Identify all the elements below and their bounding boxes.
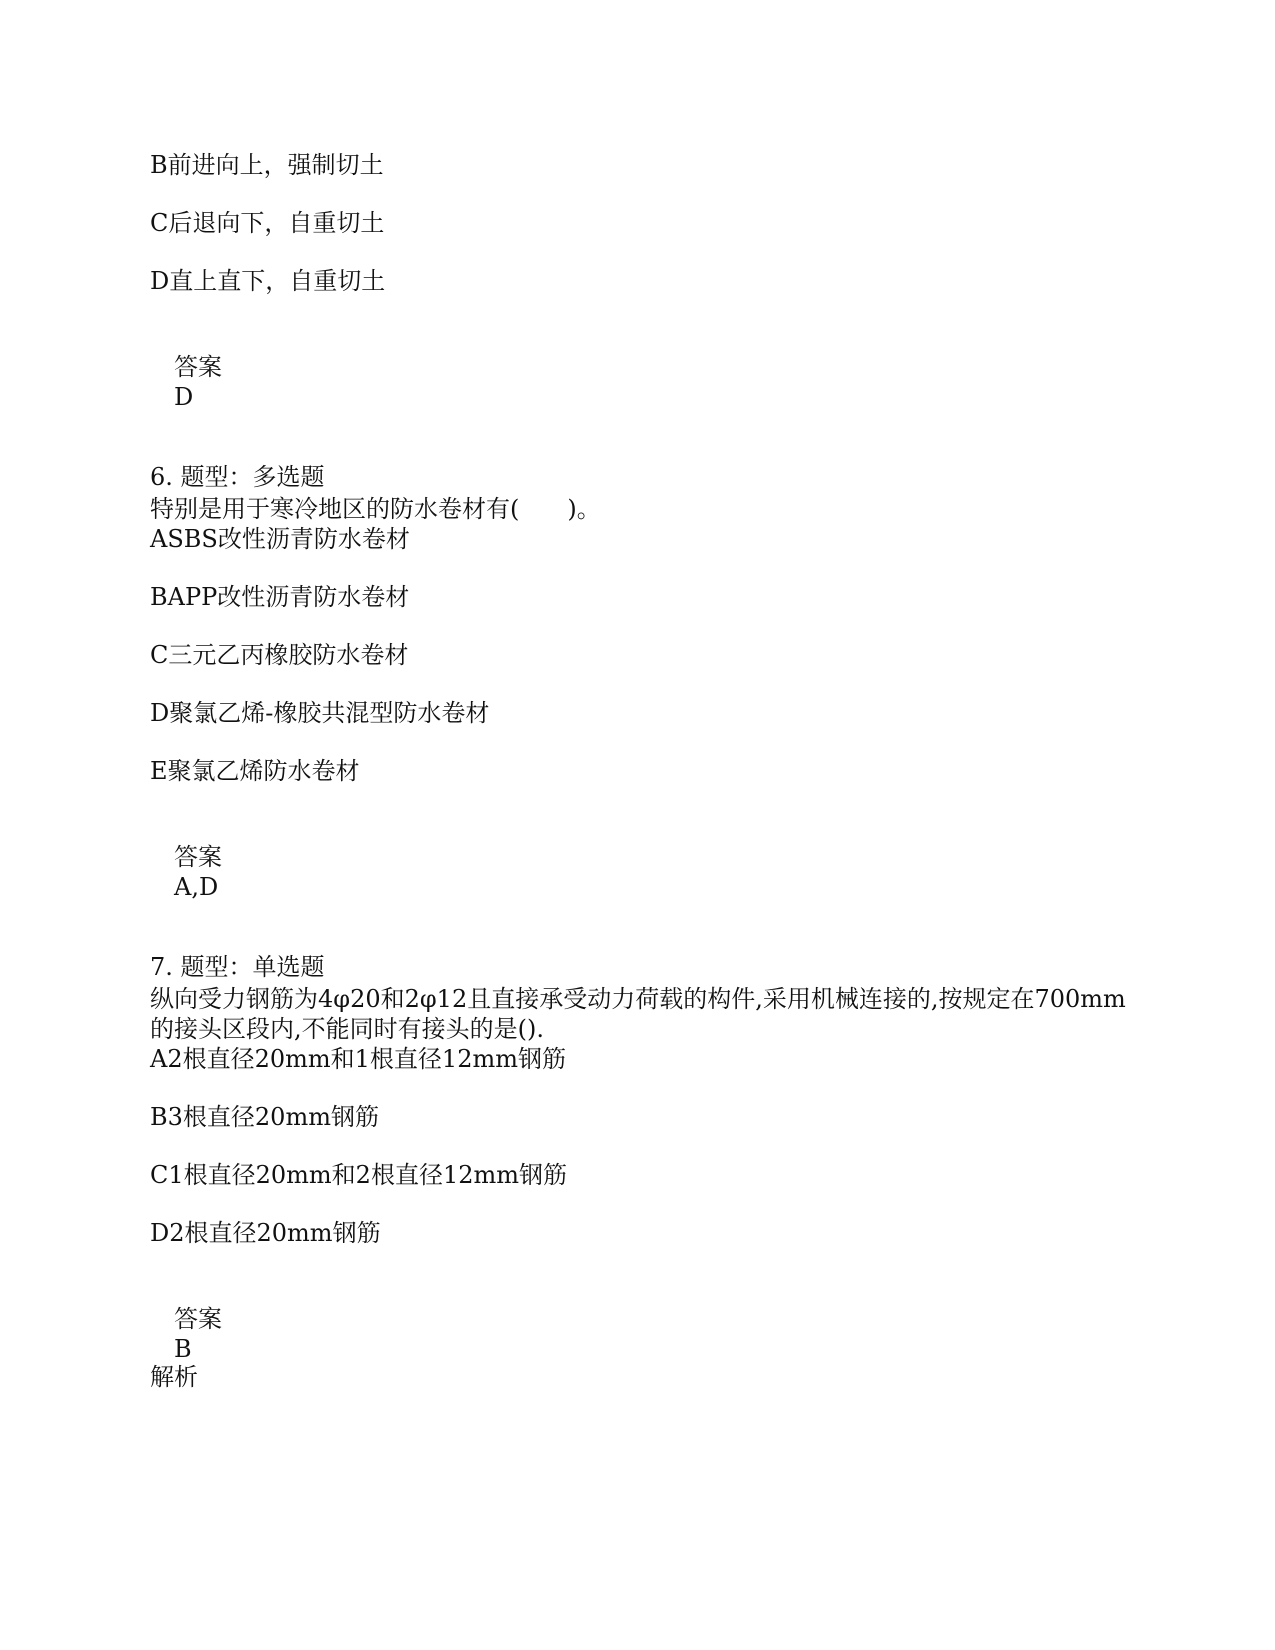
q7-header: 7. 题型：单选题 — [150, 953, 325, 981]
q7-option-d: D2根直径20mm钢筋 — [150, 1219, 381, 1247]
q7-answer: B — [174, 1335, 192, 1363]
q6-answer: A,D — [174, 873, 219, 901]
q7-stem-line2: 的接头区段内,不能同时有接头的是(). — [150, 1015, 544, 1043]
q7-stem-line1: 纵向受力钢筋为4φ20和2φ12且直接承受动力荷载的构件,采用机械连接的,按规定在700mm — [150, 985, 1126, 1013]
q6-answer-label: 答案 — [174, 843, 222, 871]
q7-option-c: C1根直径20mm和2根直径12mm钢筋 — [150, 1161, 568, 1189]
q5-answer: D — [174, 383, 194, 411]
q7-option-b: B3根直径20mm钢筋 — [150, 1103, 379, 1131]
q6-header: 6. 题型：多选题 — [150, 463, 325, 491]
q6-option-c: C三元乙丙橡胶防水卷材 — [150, 641, 409, 669]
q5-answer-label: 答案 — [174, 353, 222, 381]
q5-option-d: D直上直下，自重切土 — [150, 267, 386, 295]
q6-option-d: D聚氯乙烯-橡胶共混型防水卷材 — [150, 699, 490, 727]
q6-option-e: E聚氯乙烯防水卷材 — [150, 757, 360, 785]
q7-answer-label: 答案 — [174, 1305, 222, 1333]
q6-option-a: ASBS改性沥青防水卷材 — [150, 525, 410, 553]
q6-option-b: BAPP改性沥青防水卷材 — [150, 583, 410, 611]
q6-stem: 特别是用于寒冷地区的防水卷材有( )。 — [150, 495, 601, 523]
q7-option-a: A2根直径20mm和1根直径12mm钢筋 — [150, 1045, 566, 1073]
q5-option-c: C后退向下，自重切土 — [150, 209, 385, 237]
q7-analysis-label: 解析 — [150, 1363, 198, 1391]
q5-option-b: B前进向上，强制切土 — [150, 151, 384, 179]
